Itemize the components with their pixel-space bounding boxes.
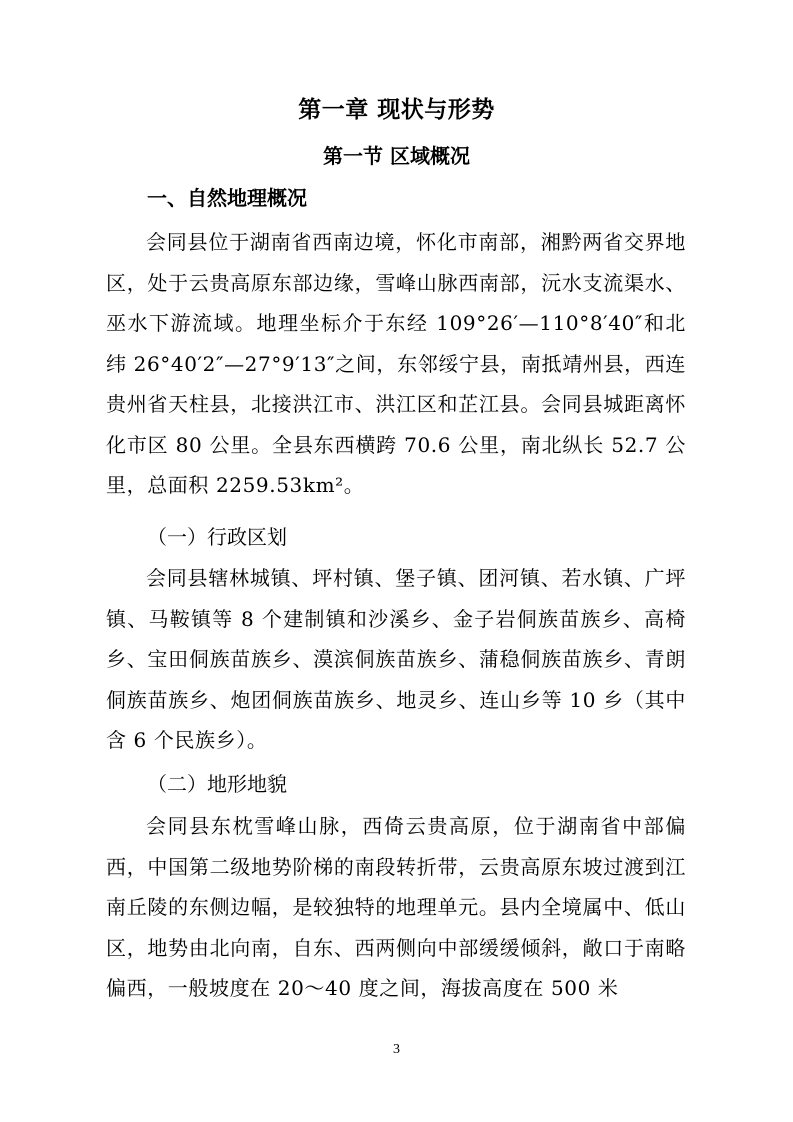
page-number: 3: [393, 1042, 400, 1057]
chapter-title: 第一章 现状与形势: [298, 97, 495, 123]
paragraph-administrative-divisions: 会同县辖林城镇、坪村镇、堡子镇、团河镇、若水镇、广坪镇、马鞍镇等 8 个建制镇和沙溪乡、金子岩侗族苗族乡、高椅乡、宝田侗族苗族乡、漠滨侗族苗族乡、蒲稳侗族苗族乡、青朗侗族苗族乡、炮团侗族苗族乡、地灵乡、连山乡等 10 乡（其中含 6 个民族乡）。: [106, 566, 686, 752]
subsection-title: 一、自然地理概况: [147, 186, 307, 210]
paragraph-geography: 会同县位于湖南省西南边境，怀化市南部，湘黔两省交界地区，处于云贵高原东部边缘，雪峰山脉西南部，沅水支流渠水、巫水下游流域。地理坐标介于东经 109°26′—110°8′40″和北纬 26°40′2″—27°9′13″之间，东邻绥宁县，南抵靖州县，西连贵州省天柱县，北接洪江市、洪江区和芷江县。会同县城距离怀化市区 80 公里。全县东西横跨 70.6 公里，南北纵长 52.7 公里，总面积 2259.53km²。: [106, 230, 686, 497]
heading-terrain: （二）地形地貌: [147, 772, 287, 796]
section-title: 第一节 区域概况: [323, 144, 470, 168]
paragraph-terrain: 会同县东枕雪峰山脉，西倚云贵高原，位于湖南省中部偏西，中国第二级地势阶梯的南段转折带，云贵高原东坡过渡到江南丘陵的东侧边幅，是较独特的地理单元。县内全境属中、低山区，地势由北向南，自东、西两侧向中部缓缓倾斜，敞口于南略偏西，一般坡度在 20～40 度之间，海拔高度在 500 米: [106, 814, 686, 1000]
heading-administrative-divisions: （一）行政区划: [147, 525, 287, 549]
